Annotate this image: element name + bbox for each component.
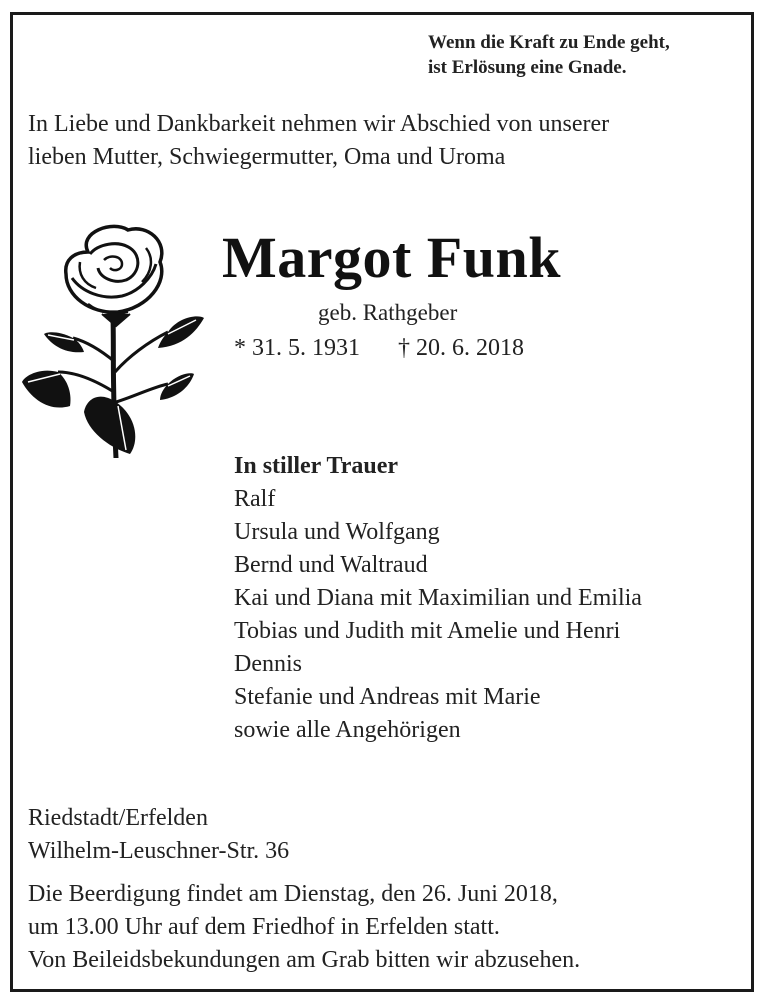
birth-name: geb. Rathgeber [318,300,458,325]
mourner-name: Bernd und Waltraud [234,552,428,578]
intro-line-1: In Liebe und Dankbarkeit nehmen wir Abschied von unserer [28,111,610,137]
mourner-name: Dennis [234,651,302,677]
funeral-line-1: Die Beerdigung findet am Dienstag, den 26. Juni 2018, [28,881,558,907]
motto [428,30,738,80]
mourner-name: Ralf [234,486,276,512]
mourners-heading: In stiller Trauer [234,453,398,479]
mourner-name: Tobias und Judith mit Amelie und Henri [234,618,621,644]
motto-line-1: Wenn die Kraft zu Ende geht, [428,32,670,53]
mourners-list [234,450,744,747]
address [28,802,289,868]
mourner-name: Ursula und Wolfgang [234,519,440,545]
funeral-notice [28,878,748,977]
address-town: Riedstadt/Erfelden [28,805,208,831]
mourner-name: Kai und Diana mit Maximilian und Emilia [234,585,642,611]
life-dates [234,332,524,364]
funeral-line-2: um 13.00 Uhr auf dem Friedhof in Erfelden statt. [28,914,500,940]
deceased-name: Margot Funk [222,225,561,290]
birth-date: * 31. 5. 1931 [234,335,360,361]
address-street: Wilhelm-Leuschner-Str. 36 [28,838,290,864]
rose-icon [18,222,208,458]
motto-line-2: ist Erlösung eine Gnade. [428,57,627,78]
intro-line-2: lieben Mutter, Schwiegermutter, Oma und Uroma [28,144,506,170]
funeral-line-3: Von Beileidsbekundungen am Grab bitten wir abzusehen. [28,947,581,973]
death-date: † 20. 6. 2018 [398,335,524,361]
mourner-name: Stefanie und Andreas mit Marie [234,684,541,710]
intro-text [28,108,748,174]
mourner-name: sowie alle Angehörigen [234,717,461,743]
